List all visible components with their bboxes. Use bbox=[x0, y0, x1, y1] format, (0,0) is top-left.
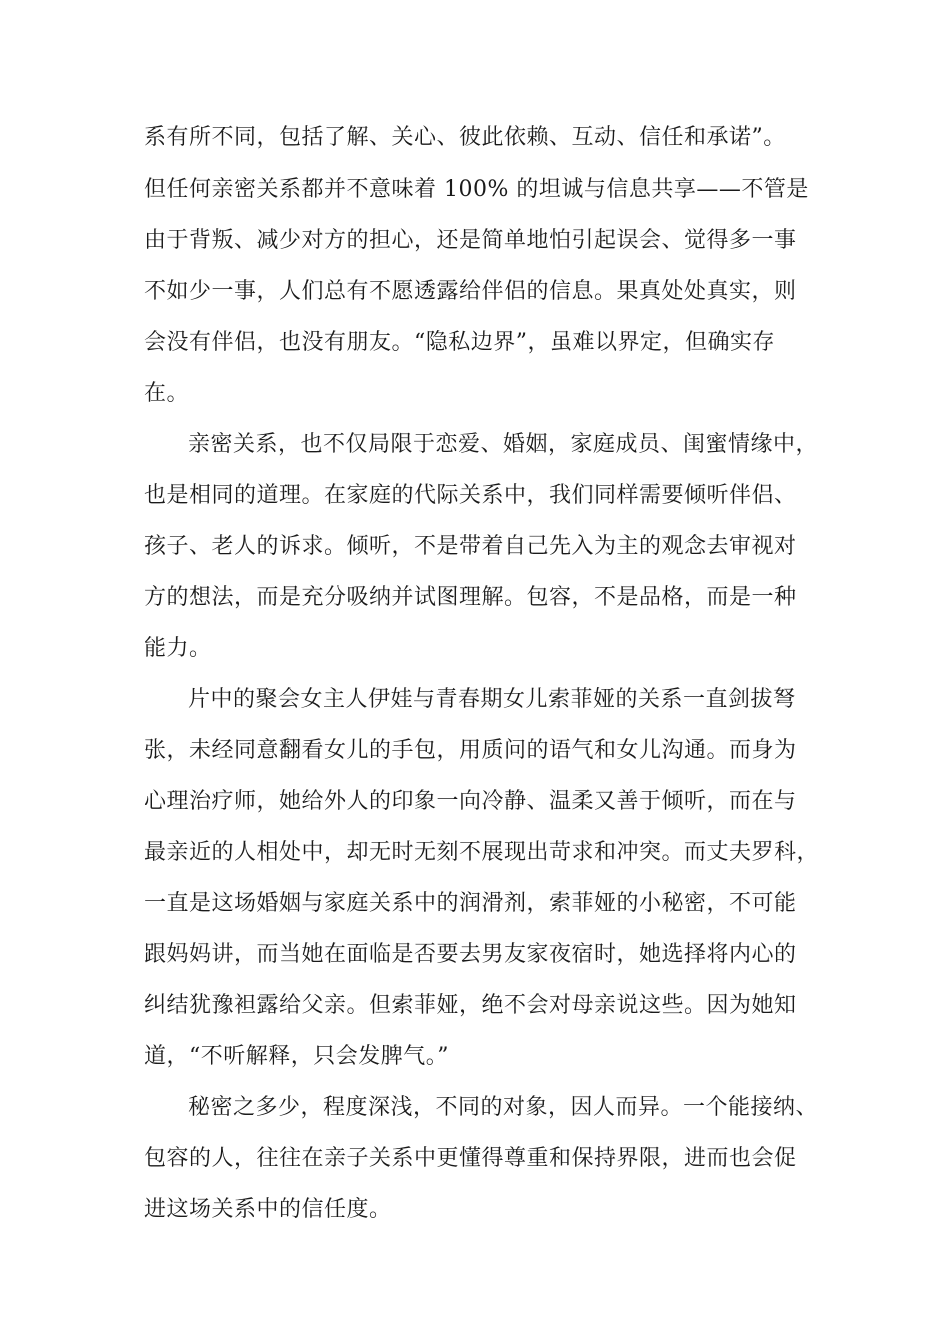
text-line: 亲密关系，也不仅局限于恋爱、婚姻，家庭成员、闺蜜情缘中， bbox=[188, 432, 819, 457]
text-line: 方的想法，而是充分吸纳并试图理解。包容，不是品格，而是一种 bbox=[144, 585, 797, 610]
text-line: 跟妈妈讲，而当她在面临是否要去男友家夜宿时，她选择将内心的 bbox=[144, 942, 797, 967]
text-line: 但任何亲密关系都并不意味着 100% 的坦诚与信息共享——不管是 bbox=[144, 177, 809, 202]
text-line: 纠结犹豫袒露给父亲。但索菲娅，绝不会对母亲说这些。因为她知 bbox=[144, 993, 797, 1018]
text-line: 不如少一事，人们总有不愿透露给伴侣的信息。果真处处真实，则 bbox=[144, 279, 797, 304]
text-line: 一直是这场婚姻与家庭关系中的润滑剂，索菲娅的小秘密，不可能 bbox=[144, 891, 797, 916]
text-line: 孩子、老人的诉求。倾听，不是带着自己先入为主的观念去审视对 bbox=[144, 534, 797, 559]
text-line: 心理治疗师，她给外人的印象一向冷静、温柔又善于倾听，而在与 bbox=[144, 789, 797, 814]
text-line: 也是相同的道理。在家庭的代际关系中，我们同样需要倾听伴侣、 bbox=[144, 483, 797, 508]
text-line: 道，“不听解释，只会发脾气。” bbox=[144, 1044, 449, 1069]
text-line: 最亲近的人相处中，却无时无刻不展现出苛求和冲突。而丈夫罗科， bbox=[144, 840, 820, 865]
text-line: 会没有伴侣，也没有朋友。“隐私边界”，虽难以界定，但确实存 bbox=[144, 330, 775, 355]
text-line: 进这场关系中的信任度。 bbox=[144, 1197, 392, 1222]
text-line: 秘密之多少，程度深浅，不同的对象，因人而异。一个能接纳、 bbox=[188, 1095, 819, 1120]
text-line: 在。 bbox=[144, 381, 190, 406]
text-line: 系有所不同，包括了解、关心、彼此依赖、互动、信任和承诺”。 bbox=[144, 125, 786, 150]
text-line: 包容的人，往往在亲子关系中更懂得尊重和保持界限，进而也会促 bbox=[144, 1146, 797, 1171]
text-line: 能力。 bbox=[144, 636, 212, 661]
text-line: 由于背叛、减少对方的担心，还是简单地怕引起误会、觉得多一事 bbox=[144, 228, 797, 253]
text-line: 片中的聚会女主人伊娃与青春期女儿索菲娅的关系一直剑拔弩 bbox=[188, 687, 796, 712]
text-line: 张，未经同意翻看女儿的手包，用质问的语气和女儿沟通。而身为 bbox=[144, 738, 797, 763]
